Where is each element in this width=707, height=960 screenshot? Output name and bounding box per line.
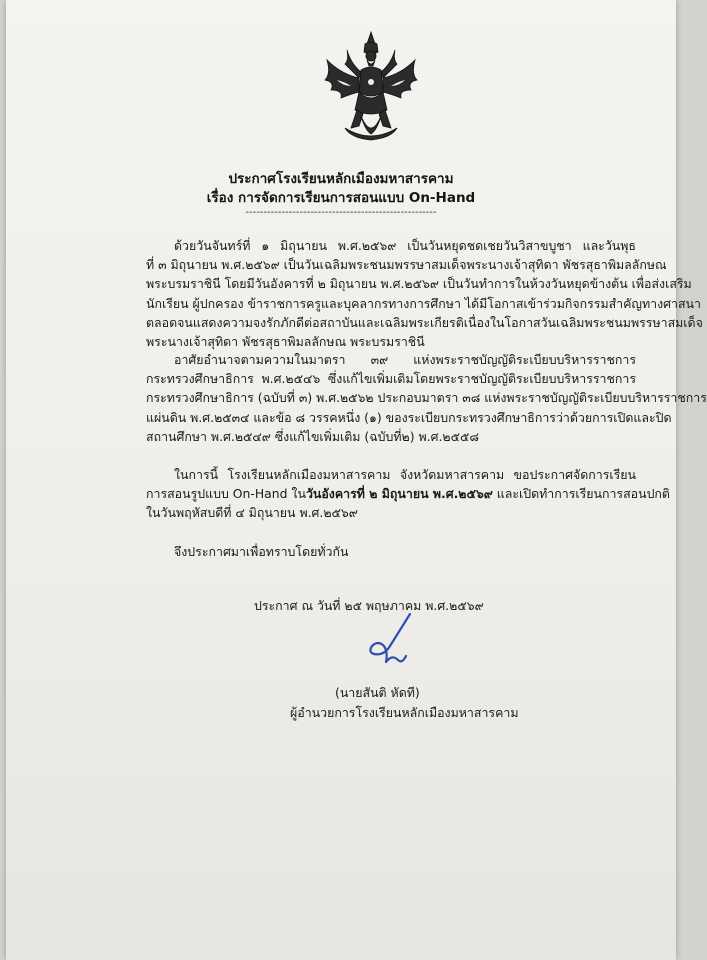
paragraph-1-line: พระนางเจ้าสุทิดา พัชรสุธาพิมลลักษณ พระบรมราชินี: [146, 333, 425, 349]
paragraph-2-line: อาศัยอำนาจตามความในมาตรา ๓๙ แห่งพระราชบัญญัติระเบียบบริหารราชการ: [174, 352, 636, 367]
paragraph-2-line: สถานศึกษา พ.ศ.๒๕๔๙ ซึ่งแก้ไขเพิ่มเติม (ฉบับที่๒) พ.ศ.๒๕๕๘: [146, 428, 479, 444]
paragraph-2-line: แผ่นดิน พ.ศ.๒๕๓๔ และข้อ ๘ วรรคหนึ่ง (๑) ของระเบียบกระทรวงศึกษาธิการว่าด้วยการเปิดและปิด: [146, 409, 672, 425]
announcement-date: ประกาศ ณ วันที่ ๒๕ พฤษภาคม พ.ศ.๒๕๖๙: [254, 598, 484, 613]
paragraph-3-text: และเปิดทำการเรียนการสอนปกติ: [492, 486, 670, 502]
paragraph-3: [146, 465, 670, 523]
paragraph-2-line: กระทรวงศึกษาธิการ (ฉบับที่ ๓) พ.ศ.๒๕๖๒ ประกอบมาตรา ๓๘ แห่งพระราชบัญญัติระเบียบบริหารราชการ: [146, 390, 707, 406]
paragraph-2-line: กระทรวงศึกษาธิการ พ.ศ.๒๕๔๖ ซึ่งแก้ไขเพิ่มเติมโดยพระราชบัญญัติระเบียบบริหารราชการ: [146, 371, 636, 387]
paragraph-1-line: พระบรมราชินี โดยมีวันอังคารที่ ๒ มิถุนายน พ.ศ.๒๕๖๙ เป็นวันทำการในห้วงวันหยุดข้างต้น เพื่อส่งเสริม: [146, 276, 692, 292]
garuda-emblem-icon: [321, 30, 421, 148]
paragraph-3-text: การสอนรูปแบบ On-Hand ใน: [146, 486, 306, 502]
signer-name: (นายสันติ หัดที): [335, 685, 420, 700]
paragraph-1-line: ด้วยวันจันทร์ที่ ๑ มิถุนายน พ.ศ.๒๕๖๙ เป็นวันหยุดชดเชยวันวิสาขบูชา และวันพุธ: [174, 238, 636, 253]
announcement-subject: เรื่อง การจัดการเรียนการสอนแบบ On-Hand: [206, 190, 476, 206]
announcement-title: ประกาศโรงเรียนหลักเมืองมหาสารคาม: [228, 171, 454, 187]
closing-statement: จึงประกาศมาเพื่อทราบโดยทั่วกัน: [174, 544, 349, 559]
onhand-date-highlight: วันอังคารที่ ๒ มิถุนายน พ.ศ.๒๕๖๙: [305, 486, 493, 502]
paragraph-2: [146, 350, 707, 446]
paragraph-1-line: ที่ ๓ มิถุนายน พ.ศ.๒๕๖๙ เป็นวันเฉลิมพระชนมพรรษาสมเด็จพระนางเจ้าสุทิดา พัชรสุธาพิมลลักษณ: [146, 257, 667, 273]
paragraph-1-line: นักเรียน ผู้ปกครอง ข้าราชการครูและบุคลากรทางการศึกษา ได้มีโอกาสเข้าร่วมกิจกรรมสำคัญทางศาสนา: [146, 295, 701, 311]
paragraph-3-line: [146, 484, 670, 503]
signer-title: ผู้อำนวยการโรงเรียนหลักเมืองมหาสารคาม: [290, 705, 519, 720]
document-page: [6, 0, 707, 960]
paragraph-1: [146, 236, 703, 351]
handwritten-signature: [360, 610, 420, 670]
paragraph-1-line: ตลอดจนแสดงความจงรักภักดีต่อสถาบันและเฉลิมพระเกียรติเนื่องในโอกาสวันเฉลิมพระชนมพรรษาสมเด็จ: [146, 314, 703, 330]
paragraph-3-line: ในการนี้ โรงเรียนหลักเมืองมหาสารคาม จังหวัดมหาสารคาม ขอประกาศจัดการเรียน: [174, 467, 636, 482]
paragraph-3-line: ในวันพฤหัสบดีที่ ๔ มิถุนายน พ.ศ.๒๕๖๙: [146, 505, 358, 521]
title-divider: -----------------------------------------------------: [245, 207, 437, 218]
